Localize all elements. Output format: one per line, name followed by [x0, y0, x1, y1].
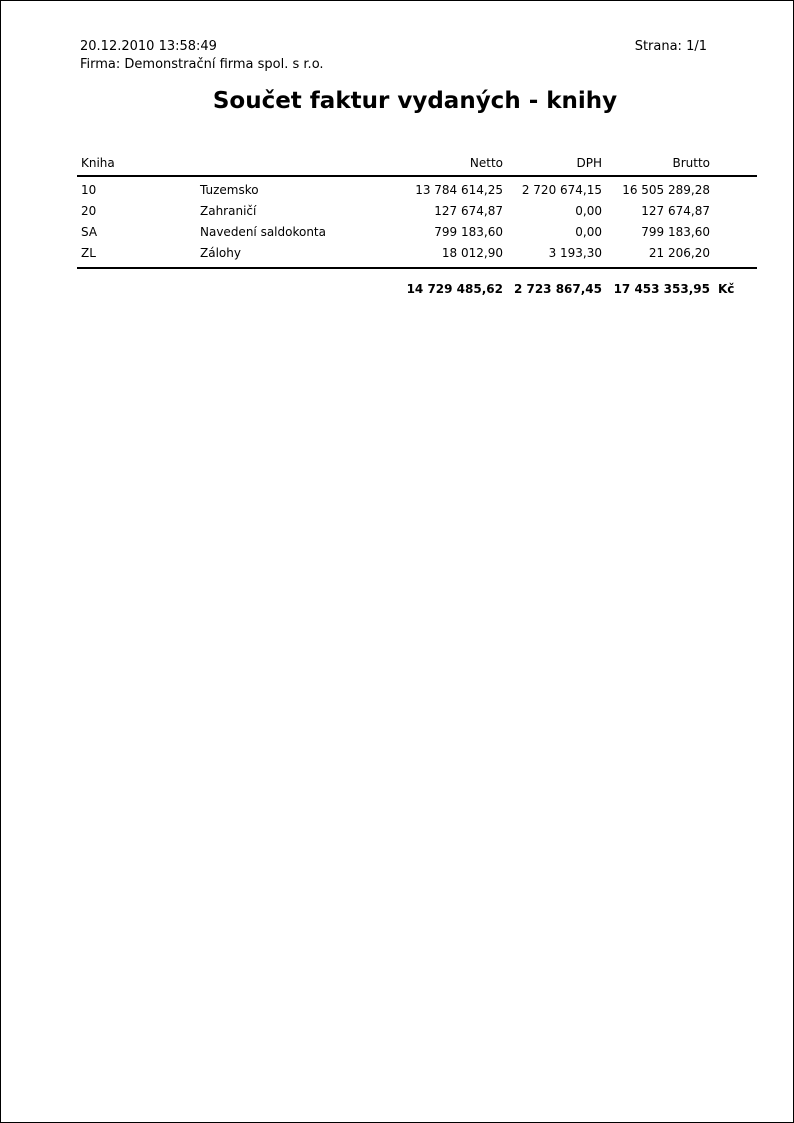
- row-brutto: 16 505 289,28: [622, 183, 710, 197]
- row-dph: 3 193,30: [548, 246, 602, 260]
- row-brutto: 21 206,20: [648, 246, 710, 260]
- table-header-divider: [77, 175, 757, 177]
- table-totals-divider: [77, 267, 757, 269]
- row-book-name: Zálohy: [200, 246, 241, 260]
- row-book-name: Navedení saldokonta: [200, 225, 326, 239]
- column-header-brutto: Brutto: [672, 156, 710, 170]
- row-book-name: Zahraničí: [200, 204, 257, 218]
- column-header-netto: Netto: [469, 156, 503, 170]
- total-netto: 14 729 485,62: [406, 282, 503, 296]
- total-brutto: 17 453 353,95: [613, 282, 710, 296]
- row-book-code: 10: [81, 183, 97, 197]
- row-dph: 0,00: [575, 225, 602, 239]
- company-name: Firma: Demonstrační firma spol. s r.o.: [80, 57, 324, 72]
- row-brutto: 127 674,87: [641, 204, 710, 218]
- row-book-name: Tuzemsko: [200, 183, 259, 197]
- row-dph: 2 720 674,15: [521, 183, 602, 197]
- total-currency: Kč: [718, 282, 735, 296]
- total-dph: 2 723 867,45: [513, 282, 602, 296]
- row-book-code: ZL: [81, 246, 96, 260]
- page-number: Strana: 1/1: [634, 39, 707, 54]
- row-book-code: 20: [81, 204, 97, 218]
- row-dph: 0,00: [575, 204, 602, 218]
- report-datetime: 20.12.2010 13:58:49: [80, 39, 217, 54]
- row-netto: 13 784 614,25: [415, 183, 503, 197]
- row-brutto: 799 183,60: [641, 225, 710, 239]
- row-netto: 799 183,60: [434, 225, 503, 239]
- row-netto: 18 012,90: [441, 246, 503, 260]
- row-netto: 127 674,87: [434, 204, 503, 218]
- column-header-kniha: Kniha: [81, 156, 115, 170]
- column-header-dph: DPH: [576, 156, 602, 170]
- report-title: Součet faktur vydaných - knihy: [212, 88, 618, 114]
- row-book-code: SA: [81, 225, 98, 239]
